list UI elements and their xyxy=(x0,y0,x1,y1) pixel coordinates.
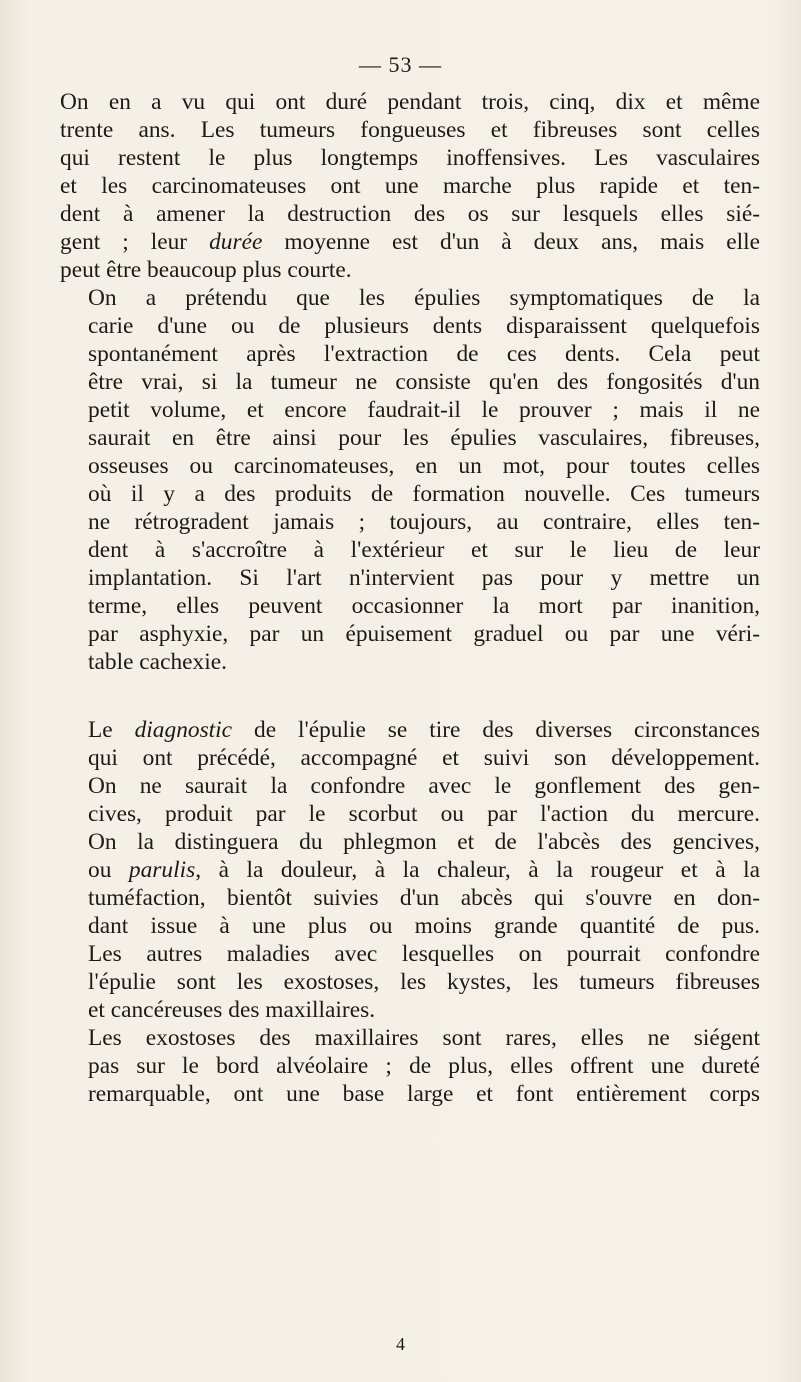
text-line: tuméfaction, bientôt suivies d'un abcès qui s'ouvre en don- xyxy=(88,885,760,911)
text-line: Les autres maladies avec lesquelles on pourrait confondre xyxy=(88,941,760,967)
text-line: On ne saurait la confondre avec le gonflement des gen- xyxy=(88,773,760,799)
text-line: remarquable, ont une base large et font entièrement corps xyxy=(88,1081,760,1107)
text-line: dent à amener la destruction des os sur lesquels elles sié- xyxy=(60,201,760,227)
text-segment: Le xyxy=(88,717,135,743)
text-line: petit volume, et encore faudrait-il le prouver ; mais il ne xyxy=(88,397,760,423)
text-line: On en a vu qui ont duré pendant trois, cinq, dix et même xyxy=(60,89,760,115)
text-line: dent à s'accroître à l'extérieur et sur le lieu de leur xyxy=(88,537,760,563)
text-segment: moyenne est d'un à deux ans, mais elle xyxy=(262,229,760,255)
text-line: peut être beaucoup plus courte. xyxy=(60,257,352,283)
page-number: — 53 — xyxy=(359,52,442,77)
paragraph-1 xyxy=(60,88,760,284)
text-line: et cancéreuses des maxillaires. xyxy=(88,997,376,1023)
text-line: osseuses ou carcinomateuses, en un mot, pour toutes celles xyxy=(88,453,760,479)
text-segment: ou xyxy=(88,857,129,883)
text-line: qui ont précédé, accompagné et suivi son développement. xyxy=(88,745,760,771)
text-line: ne rétrogradent jamais ; toujours, au contraire, elles ten- xyxy=(88,509,760,535)
text-line xyxy=(60,716,760,744)
text-line: carie d'une ou de plusieurs dents disparaissent quelquefois xyxy=(88,313,760,339)
text-line: spontanément après l'extraction de ces dents. Cela peut xyxy=(88,341,760,367)
text-line: par asphyxie, par un épuisement graduel ou par une véri- xyxy=(88,621,760,647)
text-segment: de l'épulie se tire des diverses circonstances xyxy=(232,717,760,743)
italic-term-diagnostic: diagnostic xyxy=(134,717,233,743)
text-line: implantation. Si l'art n'intervient pas pour y mettre un xyxy=(88,565,760,591)
text-line: On la distinguera du phlegmon et de l'abcès des gencives, xyxy=(88,829,760,855)
text-line: trente ans. Les tumeurs fongueuses et fibreuses sont celles xyxy=(60,117,760,143)
text-line: dant issue à une plus ou moins grande quantité de pus. xyxy=(88,913,760,939)
italic-term-parulis: parulis xyxy=(128,857,196,883)
text-line: cives, produit par le scorbut ou par l'action du mercure. xyxy=(88,801,760,827)
text-line xyxy=(60,856,760,884)
text-line: être vrai, si la tumeur ne consiste qu'en des fongosités d'un xyxy=(88,369,760,395)
text-line: saurait en être ainsi pour les épulies vasculaires, fibreuses, xyxy=(88,425,760,451)
text-line: Les exostoses des maxillaires sont rares, elles ne siégent xyxy=(88,1025,760,1051)
text-line: qui restent le plus longtemps inoffensives. Les vasculaires xyxy=(60,145,760,171)
text-segment: , à la douleur, à la chaleur, à la rougeur et à la xyxy=(195,857,760,883)
text-segment: gent ; leur xyxy=(60,229,210,255)
italic-term-duree: durée xyxy=(209,229,263,255)
text-line: et les carcinomateuses ont une marche plus rapide et ten- xyxy=(60,173,760,199)
text-line: terme, elles peuvent occasionner la mort par inanition, xyxy=(88,593,760,619)
text-line: On a prétendu que les épulies symptomatiques de la xyxy=(88,285,760,311)
text-line: table cachexie. xyxy=(88,649,227,675)
paragraph-2 xyxy=(60,284,760,676)
body-text xyxy=(60,88,760,1108)
paragraph-3 xyxy=(60,716,760,1024)
signature-mark: 4 xyxy=(396,1334,405,1354)
text-line: pas sur le bord alvéolaire ; de plus, elles offrent une dureté xyxy=(88,1053,760,1079)
text-line: l'épulie sont les exostoses, les kystes, les tumeurs fibreuses xyxy=(88,969,760,995)
paragraph-4 xyxy=(60,1024,760,1108)
text-line xyxy=(60,228,760,256)
text-line: où il y a des produits de formation nouvelle. Ces tumeurs xyxy=(88,481,760,507)
